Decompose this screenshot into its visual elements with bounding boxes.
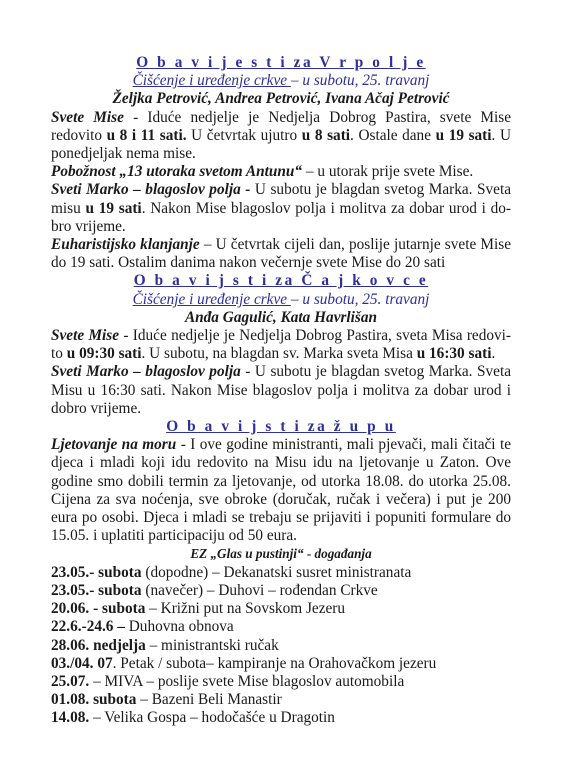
event-text: . Petak / subota– kampiranje na Orahovačkom jezeru bbox=[112, 654, 437, 672]
cajkovci-mise-title: Svete Mise bbox=[51, 327, 120, 345]
event-text: – Velika Gospa – hodočašće u Dragotin bbox=[89, 709, 335, 727]
vrpolje-marko-text-2: . Nakon Mise blagoslov polja i molitva za dobar urod i do-bro vrijeme. bbox=[51, 199, 511, 235]
cajkovci-mise-paragraph bbox=[51, 327, 511, 363]
vrpolje-klanjanje-title: Euharistijsko klanjanje bbox=[51, 236, 200, 254]
vrpolje-klanjanje-text: – U četvrtak cijeli dan, poslije jutarnje svete Mise do 19 sati. Ostalim danima nakon večernje svete Mise do 20 sati bbox=[51, 236, 511, 272]
vrpolje-marko-paragraph bbox=[51, 181, 511, 236]
vrpolje-heading: O b a v i j e s t i za V r p o l j e bbox=[136, 54, 426, 71]
list-item bbox=[51, 600, 511, 618]
event-date: 23.05.- subota bbox=[51, 563, 142, 581]
vrpolje-mise-title: Svete Mise bbox=[51, 108, 124, 126]
event-date: 28.06. nedjelja bbox=[51, 636, 146, 654]
vrpolje-mise-time-2: u 8 sati bbox=[301, 126, 351, 144]
zupa-ljetovanje-title: Ljetovanje na moru bbox=[51, 436, 177, 454]
event-date: 03./04. 07 bbox=[51, 654, 113, 672]
list-item bbox=[51, 655, 511, 673]
vrpolje-mise-text-4: . U ponedjeljak nema mise. bbox=[51, 126, 511, 163]
vrpolje-mise-time-1: u 8 i 11 sati. bbox=[106, 126, 187, 144]
event-text: Duhovna obnova bbox=[124, 618, 234, 636]
vrpolje-poboznost-text: – u utorak prije svete Mise. bbox=[302, 163, 474, 181]
vrpolje-marko-time: u 19 sati bbox=[85, 199, 142, 217]
cajkovci-cleaning-date: – u subotu, 25. travanj bbox=[290, 290, 430, 308]
event-text: – MIVA – poslije svete Mise blagoslov automobila bbox=[89, 672, 405, 690]
list-item bbox=[51, 709, 511, 727]
cajkovci-mise-time-1: u 09:30 sati bbox=[66, 345, 142, 363]
cajkovci-marko-text: - U subotu je blagdan svetog Marka. Sveta Misu u 16:30 sati. Nakon Mise blagoslov polja i molitva za dobar urod i dobro vrijeme. bbox=[51, 363, 511, 417]
event-date: 14.08. bbox=[51, 709, 90, 727]
list-item bbox=[51, 618, 511, 636]
list-item bbox=[51, 637, 511, 655]
cajkovci-cleaners: Anđa Gagulić, Kata Havrlišan bbox=[184, 308, 378, 326]
vrpolje-cleaning-date: – u subotu, 25. travanj bbox=[290, 72, 430, 90]
event-date: 20.06. - subota bbox=[51, 600, 146, 618]
vrpolje-mise-time-3: u 19 sati bbox=[435, 126, 492, 144]
list-item bbox=[51, 564, 511, 582]
vrpolje-mise-text-2: U četvrtak ujutro bbox=[186, 126, 302, 144]
vrpolje-poboznost-title: Pobožnost „13 utoraka svetom Antunu“ bbox=[51, 163, 303, 181]
cajkovci-mise-time-2: u 16:30 sati bbox=[416, 345, 492, 363]
vrpolje-mise-paragraph bbox=[51, 109, 511, 164]
cajkovci-cleaning-label: Čišćenje i uređenje crkve bbox=[132, 290, 291, 308]
vrpolje-marko-text-1: U subotu je blagdan svetog Marka. Sveta misu bbox=[51, 181, 511, 217]
event-date: 23.05.- subota bbox=[51, 581, 142, 599]
event-text: – Bazeni Beli Manastir bbox=[136, 691, 282, 709]
zupa-ljetovanje-paragraph bbox=[51, 436, 511, 545]
list-item bbox=[51, 673, 511, 691]
cajkovci-marko-title: Sveti Marko – blagoslov polja bbox=[51, 363, 241, 381]
cajkovci-mise-text-1: - Iduće nedjelje je Nedjelja Dobrog Pastira, sveta Misa redovi-to bbox=[51, 327, 511, 363]
event-date: 22.6.-24.6 – bbox=[51, 618, 125, 636]
vrpolje-cleaning bbox=[51, 72, 511, 90]
zupa-heading: O b a v i j s t i za ž u p u bbox=[166, 418, 396, 436]
vrpolje-klanjanje-paragraph bbox=[51, 236, 511, 272]
event-text: (dopodne) – Dekanatski susret ministranata bbox=[141, 563, 412, 581]
vrpolje-mise-text-3: . Ostale dane bbox=[350, 126, 436, 144]
event-text: (navečer) – Duhovi – rođendan Crkve bbox=[141, 581, 378, 599]
vrpolje-cleaning-label: Čišćenje i uređenje crkve bbox=[132, 72, 291, 90]
ez-heading: EZ „Glas u pustinji“ - događanja bbox=[190, 546, 372, 562]
cajkovci-cleaning bbox=[51, 291, 511, 309]
list-item bbox=[51, 582, 511, 600]
event-text: – ministrantski ručak bbox=[145, 636, 279, 654]
vrpolje-mise-text-1: - Iduće nedjelje je Nedjelja Dobrog Pastira, svete Mise redovito bbox=[51, 108, 512, 144]
vrpolje-marko-title: Sveti Marko – blagoslov polja - bbox=[51, 181, 251, 199]
bulletin-page bbox=[51, 54, 511, 728]
cajkovci-mise-text-2: . U subotu, na blagdan sv. Marka sveta Misa bbox=[141, 345, 417, 363]
event-text: – Križni put na Sovskom Jezeru bbox=[145, 600, 346, 618]
vrpolje-cleaners: Željka Petrović, Andrea Petrović, Ivana Ačaj Petrović bbox=[112, 90, 450, 108]
event-date: 25.07. bbox=[51, 672, 90, 690]
vrpolje-poboznost-paragraph bbox=[51, 163, 511, 181]
cajkovci-heading: O b a v i j s t i za Č a j k o v c e bbox=[133, 272, 429, 290]
cajkovci-mise-text-3: . bbox=[491, 345, 496, 363]
events-list bbox=[51, 564, 511, 728]
event-date: 01.08. subota bbox=[51, 691, 137, 709]
cajkovci-marko-paragraph bbox=[51, 363, 511, 418]
zupa-ljetovanje-text: - I ove godine ministranti, mali pjevači, mali čitači te djeca i mladi koji idu redovito na Misu idu na ljetovanje u Zaton. Ove godine smo dobili termin za ljetovanje, od utorka 18.08. do utorka 25.08. Cijena za sva noćenja, sve obroke (doručak, ručak i večera) i put je 200 eura po osobi. Djeca i mladi se trebaju se prijaviti i popuniti formulare do 15.05. i uplatiti participaciju od 50 eura. bbox=[51, 436, 512, 545]
list-item bbox=[51, 691, 511, 709]
